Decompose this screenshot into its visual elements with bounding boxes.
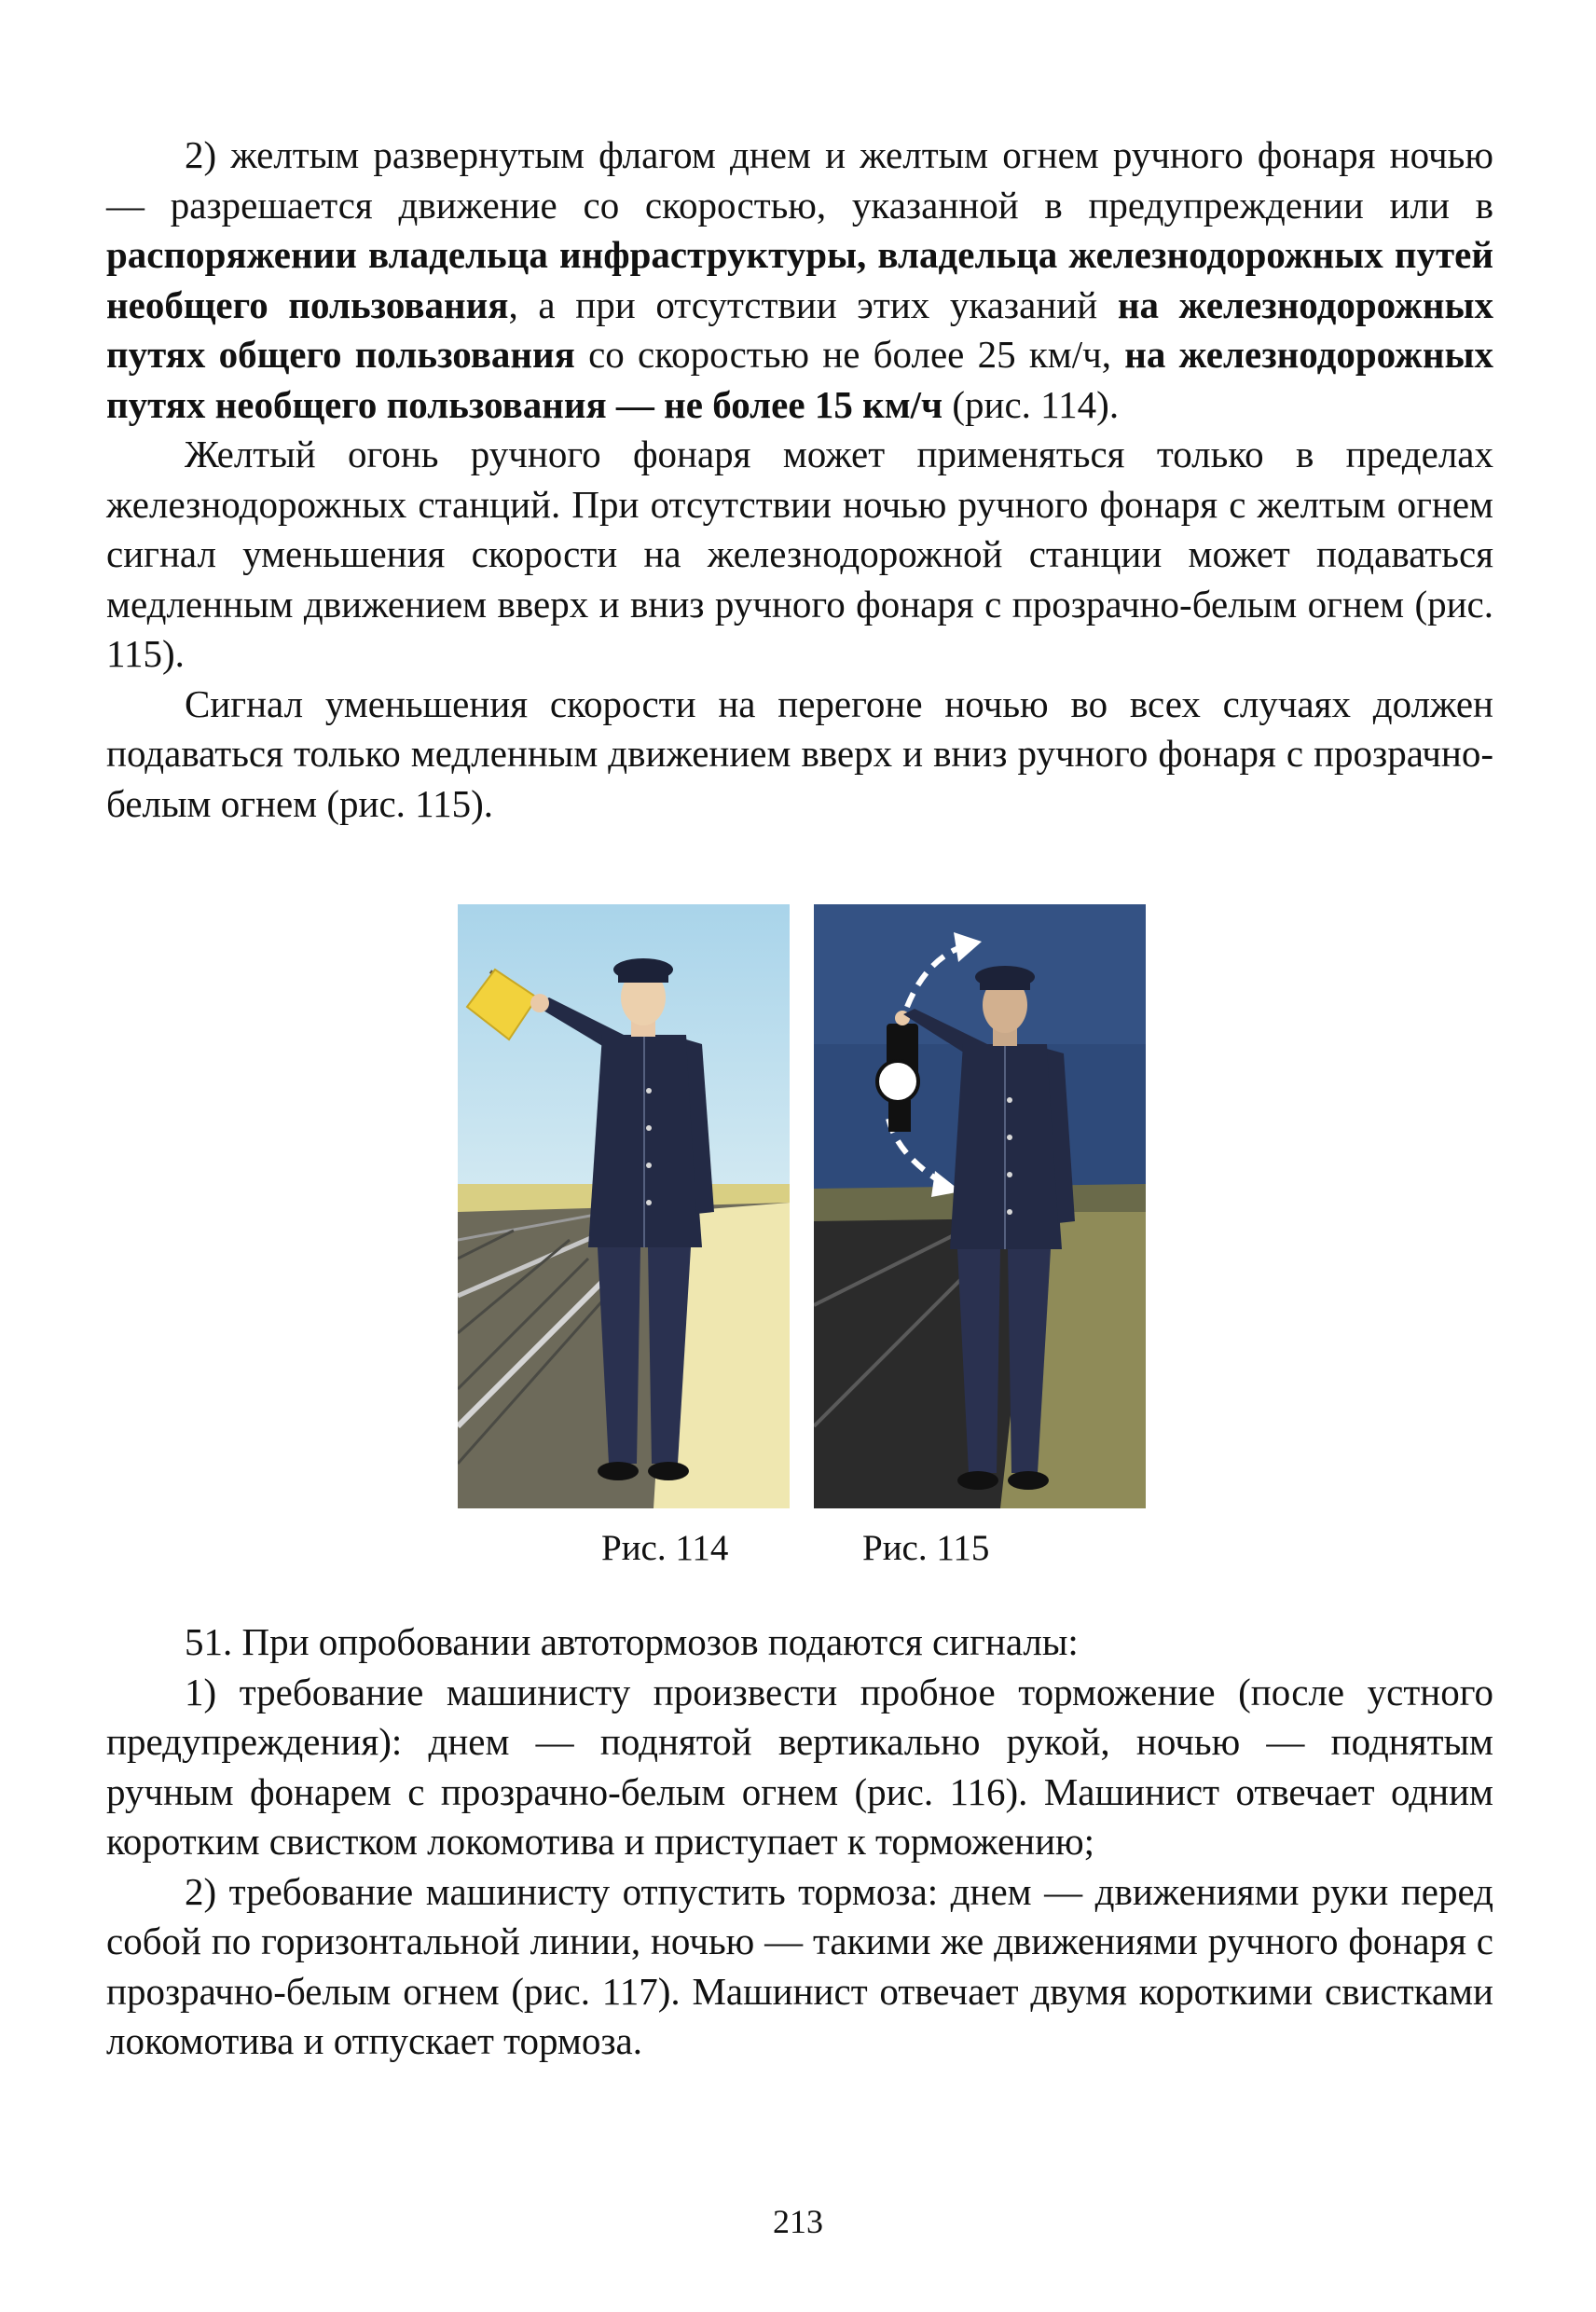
paragraph-brake-test-1 xyxy=(106,1668,1493,1867)
text-run-bold: распоряжении владельца инфраструктуры, владельца железнодорожных путей необщего пользования xyxy=(106,233,1493,326)
figure-114-illustration xyxy=(458,904,790,1508)
text-run: Сигнал уменьшения скорости на перегоне ночью во всех случаях должен подаваться только медленным движением вверх и вниз ручного фонаря с прозрачно-белым огнем (рис. 115). xyxy=(106,681,1493,825)
text-run: 51. При опробовании автотормозов подаются сигналы: xyxy=(185,1620,1079,1663)
page-number: 213 xyxy=(773,2203,823,2240)
figure-115 xyxy=(814,904,1146,1508)
paragraph-night-signal xyxy=(106,680,1493,830)
text-run: 2) желтым развернутым флагом днем и желтым огнем ручного фонаря ночью — разрешается движение со скоростью, указанной в предупреждении или в xyxy=(106,133,1493,227)
paragraph-speed-flag xyxy=(106,131,1493,430)
text-block-bottom xyxy=(106,1617,1493,2067)
paragraph-brake-test-2 xyxy=(106,1867,1493,2067)
figure-114-caption: Рис. 114 xyxy=(601,1528,729,1568)
text-run: 2) требование машинисту отпустить тормоза: днем — движениями руки перед собой по горизонтальной линии, ночью — такими же движениями ручного фонаря с прозрачно-белым огнем (рис. 117). Машинист отвечает двумя короткими свистками локомотива и отпускает тормоза. xyxy=(106,1869,1493,2062)
text-run: (рис. 114). xyxy=(942,382,1120,426)
text-run-bold: на железнодорожных путях необщего пользования — не более 15 км/ч xyxy=(106,333,1493,426)
text-block-top xyxy=(106,131,1493,829)
text-run: со скоростью не более 25 км/ч, xyxy=(574,333,1125,376)
text-run: 1) требование машинисту произвести пробное торможение (после устного предупреждения): днем — поднятой вертикально рукой, ночью — поднятым ручным фонарем с прозрачно-белым огнем (рис. 116). Машинист отвечает одним коротким свистком локомотива и приступает к торможению; xyxy=(106,1670,1493,1863)
figure-115-illustration xyxy=(814,904,1146,1508)
figure-114 xyxy=(458,904,790,1508)
text-run: , а при отсутствии этих указаний xyxy=(508,282,1118,326)
paragraph-brake-test-intro xyxy=(106,1617,1493,1668)
paragraph-yellow-light xyxy=(106,430,1493,680)
text-run: Желтый огонь ручного фонаря может применяться только в пределах железнодорожных станций. При отсутствии ночью ручного фонаря с желтым огнем сигнал уменьшения скорости на железнодорожной станции может подаваться медленным движением вверх и вниз ручного фонаря с прозрачно-белым огнем (рис. 115). xyxy=(106,433,1493,675)
figure-115-caption: Рис. 115 xyxy=(862,1528,990,1568)
text-run-bold: на железнодорожных путях общего пользования xyxy=(106,282,1494,376)
